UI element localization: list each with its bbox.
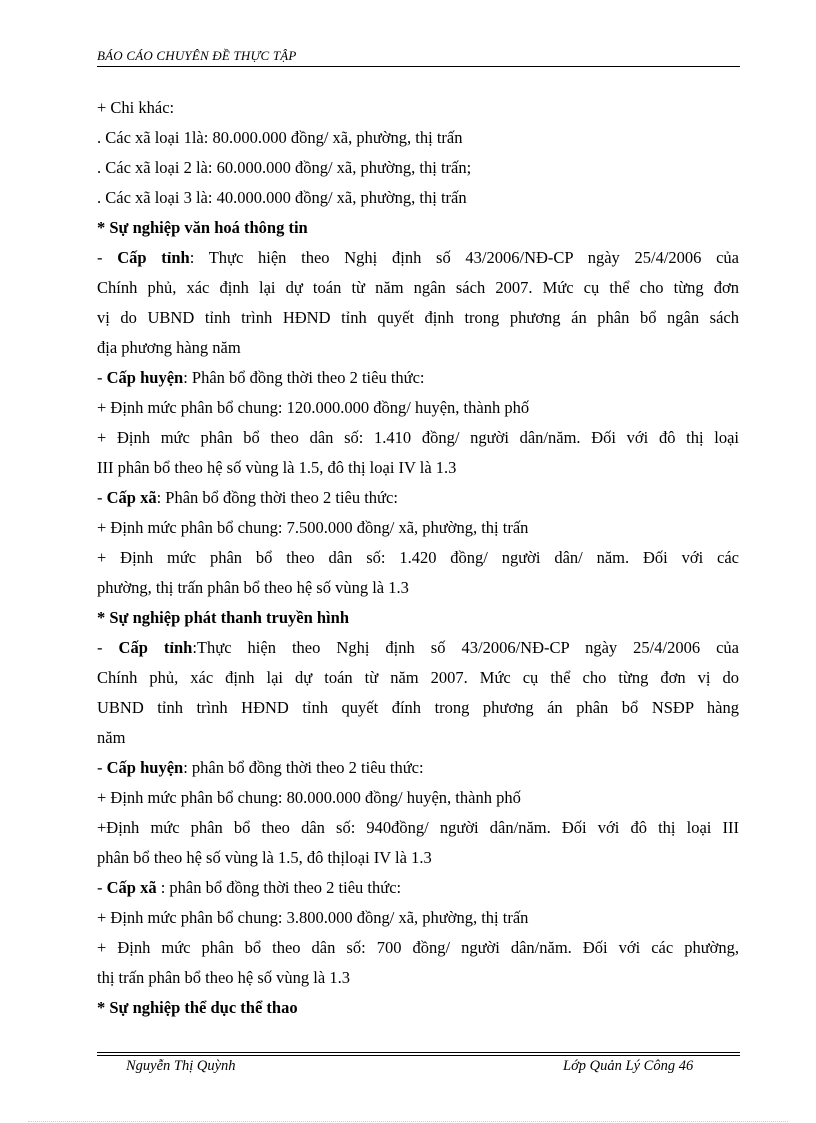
body-line: + Định mức phân bổ theo dân số: 1.420 đồng/ người dân/ năm. Đối với các [97, 548, 739, 567]
body-line: Chính phủ, xác định lại dự toán từ năm ngân sách 2007. Mức cụ thể cho từng đơn [97, 278, 739, 297]
section-heading: * Sự nghiệp phát thanh truyền hình [97, 608, 349, 627]
line-text: : Phân bổ đồng thời theo 2 tiêu thức: [183, 368, 425, 387]
line-prefix: - [97, 638, 119, 657]
body-line: + Định mức phân bổ theo dân số: 700 đồng/ người dân/năm. Đối với các phường, [97, 938, 739, 957]
body-line: + Định mức phân bổ chung: 3.800.000 đồng/ xã, phường, thị trấn [97, 908, 529, 927]
level-label: Cấp huyện [106, 758, 184, 777]
page-edge-dotted [28, 1121, 788, 1122]
body-line: phường, thị trấn phân bổ theo hệ số vùng là 1.3 [97, 578, 409, 597]
body-line: III phân bổ theo hệ số vùng là 1.5, đô thị loại IV là 1.3 [97, 458, 457, 477]
body-line: + Định mức phân bổ chung: 120.000.000 đồng/ huyện, thành phố [97, 398, 530, 417]
body-line: năm [97, 728, 126, 747]
body-line: . Các xã loại 3 là: 40.000.000 đồng/ xã, phường, thị trấn [97, 188, 467, 207]
level-label: Cấp xã [106, 878, 157, 897]
body-line: phân bổ theo hệ số vùng là 1.5, đô thịloại IV là 1.3 [97, 848, 432, 867]
body-line [97, 483, 739, 513]
body-line: thị trấn phân bổ theo hệ số vùng là 1.3 [97, 968, 350, 987]
body-line: . Các xã loại 1là: 80.000.000 đồng/ xã, phường, thị trấn [97, 128, 463, 147]
body-line: Chính phủ, xác định lại dự toán từ năm 2007. Mức cụ thể cho từng đơn vị do [97, 668, 739, 687]
level-label: Cấp huyện [106, 368, 184, 387]
footer-class-label: Lớp Quản Lý Công 46 [563, 1058, 694, 1074]
line-prefix: - [97, 488, 107, 507]
body-line: + Chi khác: [97, 98, 175, 117]
line-text: : Thực hiện theo Nghị định số 43/2006/NĐ-CP ngày 25/4/2006 của [189, 248, 740, 267]
body-line [97, 243, 739, 273]
footer-rule-bottom [97, 1055, 740, 1056]
body-line: . Các xã loại 2 là: 60.000.000 đồng/ xã, phường, thị trấn; [97, 158, 472, 177]
body-line: vị do UBND tỉnh trình HĐND tỉnh quyết định trong phương án phân bổ ngân sách [97, 308, 739, 327]
body-line: UBND tỉnh trình HĐND tỉnh quyết đính trong phương án phân bổ NSĐP hàng [97, 698, 739, 717]
body-line [97, 753, 739, 783]
running-header: BÁO CÁO CHUYÊN ĐỀ THỰC TẬP [97, 48, 297, 63]
line-prefix: - [97, 368, 107, 387]
body-line [97, 633, 739, 663]
body-line: + Định mức phân bổ chung: 80.000.000 đồng/ huyện, thành phố [97, 788, 521, 807]
line-text: :Thực hiện theo Nghị định số 43/2006/NĐ-CP ngày 25/4/2006 của [192, 638, 740, 657]
footer-rule-top [97, 1052, 740, 1053]
line-text: : phân bổ đồng thời theo 2 tiêu thức: [156, 878, 402, 897]
line-prefix: - [97, 248, 118, 267]
level-label: Cấp xã [106, 488, 157, 507]
body-line: +Định mức phân bổ theo dân số: 940đồng/ người dân/năm. Đối với đô thị loại III [97, 818, 739, 837]
level-label: Cấp tỉnh [117, 248, 190, 267]
section-heading: * Sự nghiệp thể dục thể thao [97, 998, 298, 1017]
body-line: + Định mức phân bổ theo dân số: 1.410 đồng/ người dân/năm. Đối với đô thị loại [97, 428, 739, 447]
header-rule [97, 66, 740, 67]
body-line [97, 363, 739, 393]
level-label: Cấp tỉnh [118, 638, 193, 657]
body-line: địa phương hàng năm [97, 338, 241, 357]
body-line: + Định mức phân bổ chung: 7.500.000 đồng/ xã, phường, thị trấn [97, 518, 529, 537]
line-text: : phân bổ đồng thời theo 2 tiêu thức: [183, 758, 424, 777]
footer-author: Nguyễn Thị Quỳnh [126, 1058, 236, 1074]
section-heading: * Sự nghiệp văn hoá thông tin [97, 218, 308, 237]
line-prefix: - [97, 758, 107, 777]
body-line [97, 873, 739, 903]
document-body [97, 93, 739, 1023]
line-prefix: - [97, 878, 107, 897]
line-text: : Phân bổ đồng thời theo 2 tiêu thức: [156, 488, 398, 507]
